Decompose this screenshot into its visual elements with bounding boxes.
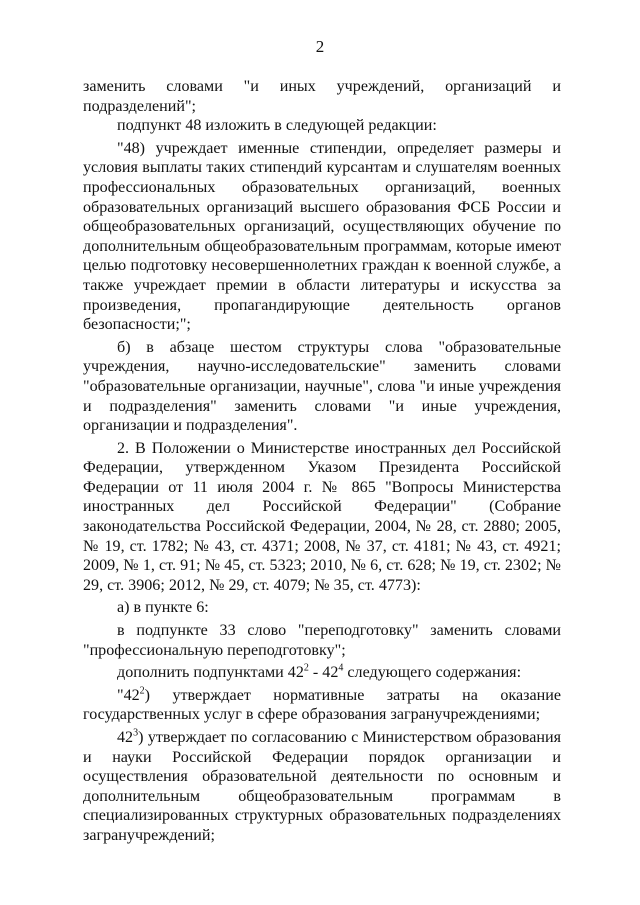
paragraph-10: $42^3$) утверждает по согласованию с Министерством образования и науки Российской Федерации порядок организации и осуществления образовательной деятельности по основным и дополнительным общеобразовательным программам в специализированных структурных образовательных подразделениях загранучреждений; <box>83 727 561 844</box>
paragraph-2: подпункт 48 изложить в следующей редакции: <box>117 117 437 135</box>
paragraph-5: 2. В Положении о Министерстве иностранных дел Российской Федерации, утвержденном Указом Президента Российской Федерации от 11 июля 2004 г. № 865 "Вопросы Министерства иностранных дел Российской Федерации" (Собрание законодательства Российской Федерации, 2004, № 28, ст. 2880; 2005, № 19, ст. 1782; № 43, ст. 4371; 2008, № 37, ст. 4181; № 43, ст. 4921; 2009, № 1, ст. 91; № 45, ст. 5323; 2010, № 6, ст. 628; № 19, ст. 2302; № 29, ст. 3906; 2012, № 29, ст. 4079; № 35, ст. 4773): <box>83 439 561 594</box>
paragraph-6: а) в пункте 6: <box>117 599 209 617</box>
paragraph-7: в подпункте 33 слово "переподготовку" заменить словами "профессиональную переподготовку"; <box>83 622 561 659</box>
document-body <box>83 77 561 846</box>
paragraph-4: б) в абзаце шестом структуры слова "образовательные учреждения, научно-исследовательские" заменить словами "образовательные организации, научные", слова "и иные учреждения и подразделения" заменить словами "и иные учреждения, организации и подразделения". <box>83 338 561 435</box>
paragraph-3: "48) учреждает именные стипендии, определяет размеры и условия выплаты таких стипендий курсантам и слушателям военных профессиональных образовательных организаций, военных образовательных организаций высшего образования ФСБ России и общеобразовательных организаций, осуществляющих обучение по дополнительным общеобразовательным программам, которые имеют целью подготовку несовершеннолетних граждан к военной службе, а также учреждает премии в области литературы и искусства за произведения, пропагандирующие деятельность органов безопасности;"; <box>83 139 561 334</box>
page-number: 2 <box>315 37 325 56</box>
paragraph-9: "$42^2$) утверждает нормативные затраты на оказание государственных услуг в сфере образования загранучреждениями; <box>83 685 561 724</box>
paragraph-8: дополнить подпунктами $42^2 - 42^4$ следующего содержания: <box>117 662 522 682</box>
paragraph-1: заменить словами "и иных учреждений, организаций и подразделений"; <box>83 78 561 115</box>
